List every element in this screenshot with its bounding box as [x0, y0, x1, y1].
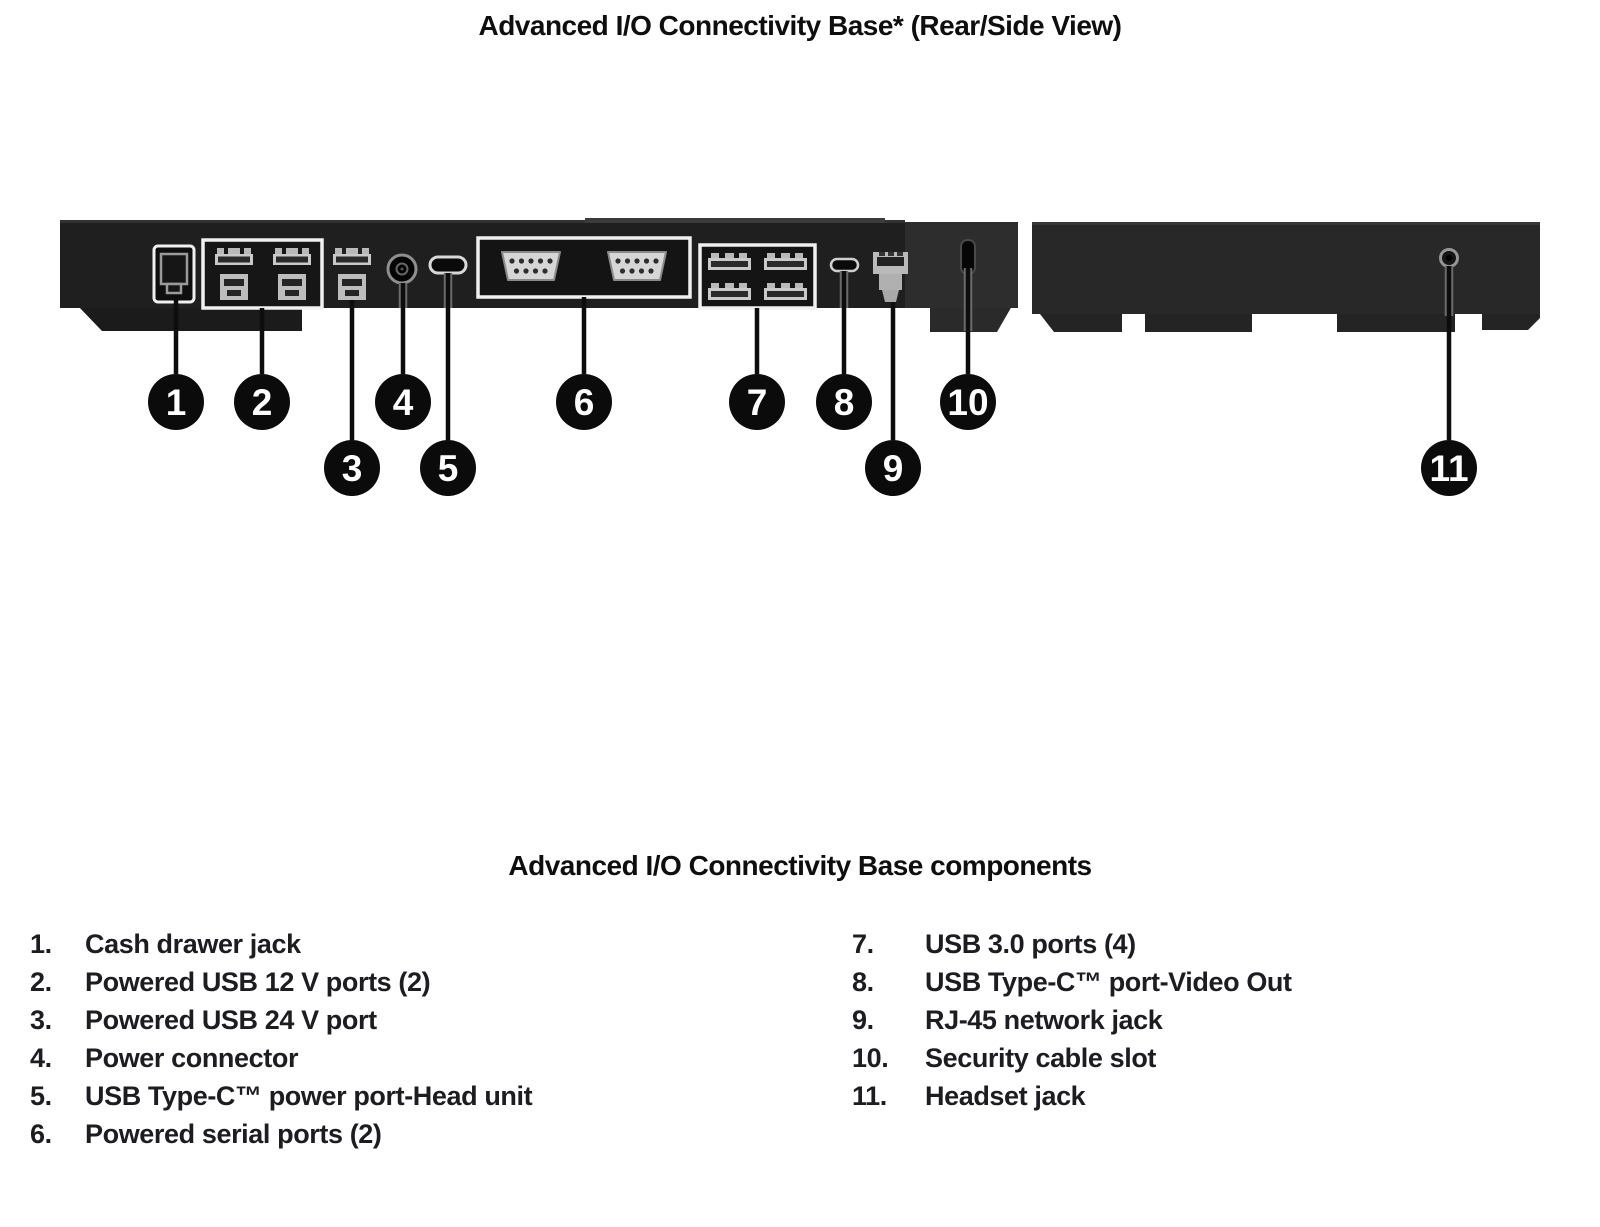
serial-ports: [478, 238, 690, 297]
device-diagram: [0, 0, 1600, 520]
headset-jack-port: [1441, 250, 1458, 267]
svg-text:7: 7: [746, 382, 768, 423]
callouts: [148, 374, 1477, 496]
component-number: 10.: [852, 1043, 889, 1073]
component-number: 5.: [30, 1081, 52, 1111]
callout-1: [148, 374, 204, 430]
svg-text:11: 11: [1429, 448, 1469, 489]
component-item: [30, 1039, 750, 1077]
component-number: 9.: [852, 1005, 874, 1035]
callout-9: [865, 440, 921, 496]
svg-text:5: 5: [437, 448, 459, 489]
component-item: [30, 1001, 750, 1039]
callout-11: [1421, 440, 1477, 496]
component-number: 3.: [30, 1005, 52, 1035]
svg-text:9: 9: [882, 448, 904, 489]
usb3-ports: [700, 245, 815, 308]
components-list-right: [852, 925, 1552, 1115]
component-number: 1.: [30, 929, 52, 959]
svg-text:2: 2: [251, 382, 273, 423]
side-view: [1032, 222, 1540, 332]
component-label: Headset jack: [925, 1081, 1086, 1111]
usb-c-video-port: [831, 259, 858, 271]
component-item: [852, 1077, 1552, 1115]
component-label: RJ-45 network jack: [925, 1005, 1163, 1035]
side-foot-2: [1145, 314, 1252, 332]
component-item: [30, 1115, 750, 1153]
side-foot-4: [1482, 314, 1540, 330]
component-label: USB Type-C™ port-Video Out: [925, 967, 1292, 997]
component-label: Power connector: [85, 1043, 299, 1073]
component-number: 11.: [852, 1081, 887, 1111]
usb-c-power-port: [430, 257, 466, 273]
svg-text:6: 6: [573, 382, 595, 423]
component-label: Cash drawer jack: [85, 929, 301, 959]
side-foot-1: [1040, 314, 1122, 332]
side-foot-3: [1337, 314, 1455, 332]
callout-2: [234, 374, 290, 430]
powered-usb-12v-ports: [203, 240, 322, 308]
component-number: 6.: [30, 1119, 52, 1149]
callout-6: [556, 374, 612, 430]
components-list-left: [30, 925, 750, 1153]
component-item: [852, 925, 1552, 963]
component-item: [852, 1001, 1552, 1039]
component-label: USB 3.0 ports (4): [925, 929, 1136, 959]
figure-title: Advanced I/O Connectivity Base* (Rear/Side View): [478, 10, 1122, 41]
cash-drawer-jack-port: [154, 246, 194, 302]
component-number: 2.: [30, 967, 52, 997]
callout-7: [729, 374, 785, 430]
component-label: Powered USB 12 V ports (2): [85, 967, 431, 997]
svg-text:1: 1: [165, 382, 187, 423]
svg-text:4: 4: [392, 382, 414, 423]
side-body: [1032, 222, 1540, 314]
svg-text:3: 3: [341, 448, 363, 489]
component-item: [852, 1039, 1552, 1077]
component-item: [852, 963, 1552, 1001]
side-body-top-edge: [1032, 222, 1540, 225]
component-label: Powered serial ports (2): [85, 1119, 382, 1149]
callout-4: [375, 374, 431, 430]
component-label: USB Type-C™ power port-Head unit: [85, 1081, 533, 1111]
component-item: [30, 963, 750, 1001]
rear-view: [60, 218, 1018, 332]
svg-text:10: 10: [947, 382, 989, 423]
callout-10: [940, 374, 996, 430]
component-number: 7.: [852, 929, 874, 959]
svg-text:8: 8: [833, 382, 855, 423]
callout-5: [420, 440, 476, 496]
powered-usb-24v-port: [333, 248, 371, 300]
component-item: [30, 925, 750, 963]
component-label: Powered USB 24 V port: [85, 1005, 377, 1035]
components-title: Advanced I/O Connectivity Base components: [508, 850, 1092, 881]
rear-body-top-highlight: [585, 218, 885, 223]
component-number: 8.: [852, 967, 874, 997]
component-label: Security cable slot: [925, 1043, 1156, 1073]
component-item: [30, 1077, 750, 1115]
callout-8: [816, 374, 872, 430]
callout-3: [324, 440, 380, 496]
component-number: 4.: [30, 1043, 52, 1073]
power-connector-port: [388, 255, 416, 283]
